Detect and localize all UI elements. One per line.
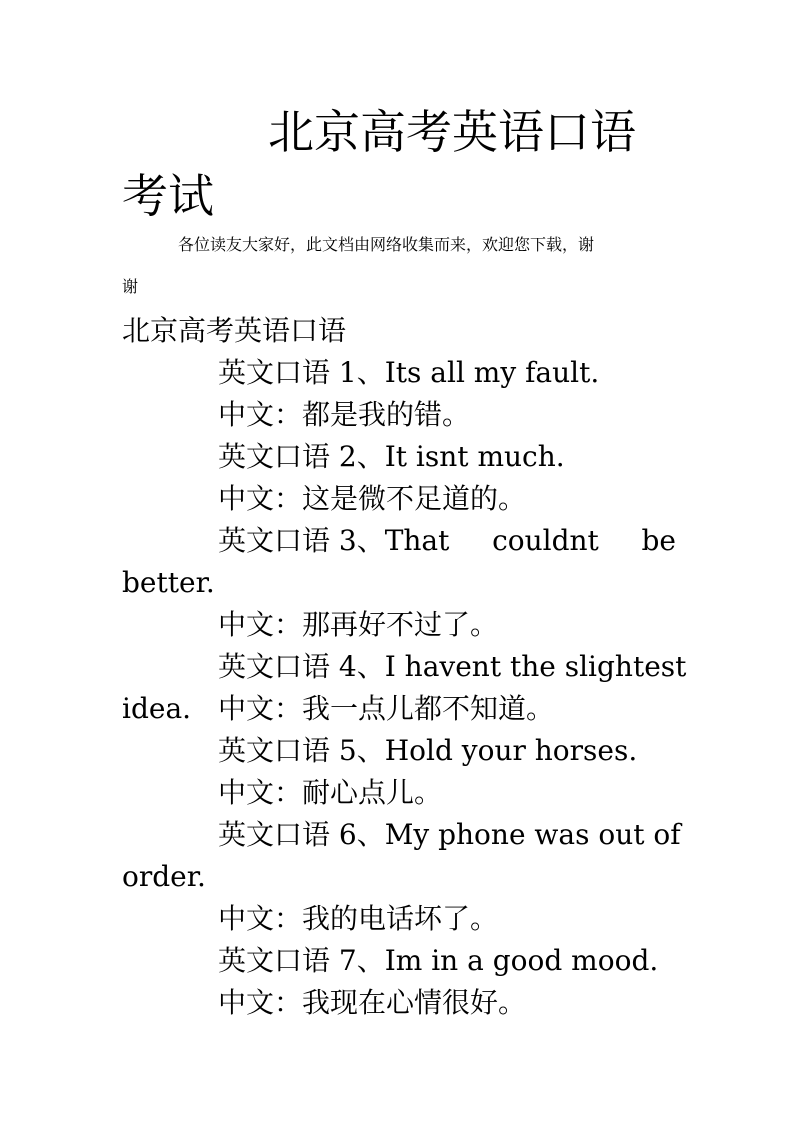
entry-7-chinese: 中文：我现在心情很好。 bbox=[218, 986, 527, 1019]
entry-3-english-part-1: 英文口语 3、That bbox=[218, 524, 450, 557]
entry-3-english-continued: better. bbox=[122, 566, 215, 599]
entry-2-chinese: 中文：这是微不足道的。 bbox=[218, 482, 527, 515]
entry-1-english: 英文口语 1、Its all my fault. bbox=[218, 356, 600, 389]
entry-4-english: 英文口语 4、I havent the slightest bbox=[218, 650, 687, 683]
entry-3-english bbox=[218, 521, 676, 561]
entry-4-chinese: 中文：我一点儿都不知道。 bbox=[218, 692, 555, 725]
entry-6-english-continued: order. bbox=[122, 860, 206, 893]
entry-1-chinese: 中文：都是我的错。 bbox=[218, 398, 471, 431]
intro-note-line-2: 谢 bbox=[122, 277, 139, 296]
entry-5-english: 英文口语 5、Hold your horses. bbox=[218, 734, 638, 767]
document-title-line-1: 北京高考英语口语 bbox=[268, 105, 636, 159]
entry-5-chinese: 中文：耐心点儿。 bbox=[218, 776, 443, 809]
document-title-line-2: 考试 bbox=[122, 169, 214, 223]
section-heading: 北京高考英语口语 bbox=[122, 314, 347, 347]
intro-note-line-1: 各位读友大家好，此文档由网络收集而来，欢迎您下载，谢 bbox=[178, 235, 595, 254]
entry-3-chinese: 中文：那再好不过了。 bbox=[218, 608, 499, 641]
entry-7-english: 英文口语 7、Im in a good mood. bbox=[218, 944, 659, 977]
entry-4-english-continued: idea. bbox=[122, 692, 192, 725]
entry-6-english: 英文口语 6、My phone was out of bbox=[218, 818, 681, 851]
entry-6-chinese: 中文：我的电话坏了。 bbox=[218, 902, 499, 935]
entry-3-english-part-3: be bbox=[641, 524, 676, 557]
entry-2-english: 英文口语 2、It isnt much. bbox=[218, 440, 565, 473]
entry-3-english-part-2: couldnt bbox=[492, 524, 599, 557]
